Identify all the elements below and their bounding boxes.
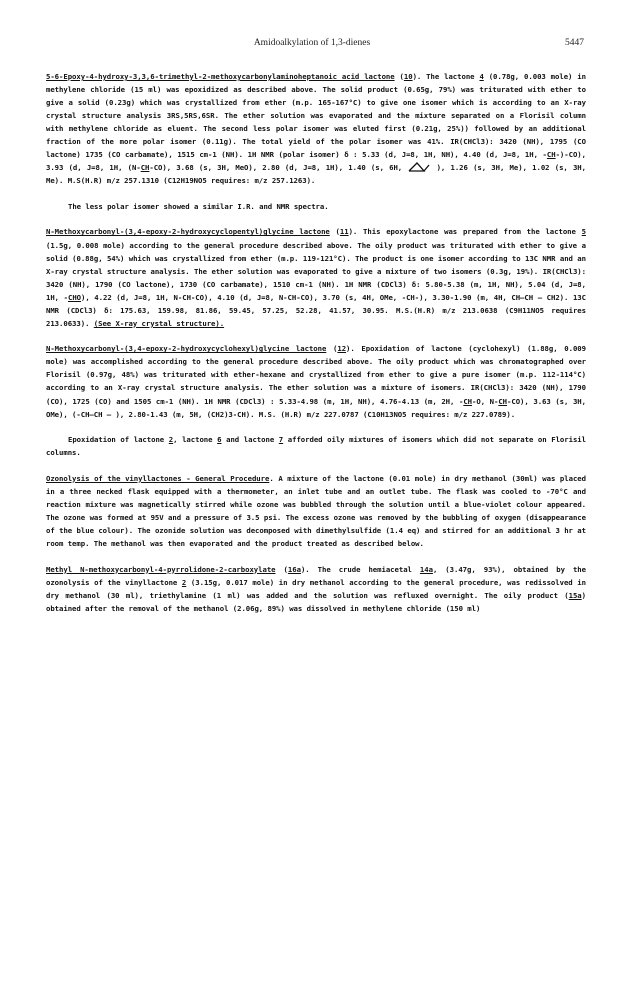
paragraph-less-polar-note: The less polar isomer showed a similar I.R. and NMR spectra.	[68, 201, 329, 211]
paragraph-compound-10: 5-6-Epoxy-4-hydroxy-3,3,6-trimethyl-2-methoxycarbonylaminoheptanoic acid lactone (10). The lactone 4 (0.78g, 0.003 mole) in methylene chloride (15 ml) was epoxidized as described above. The solid product (0.65g, 79%) was triturated with ether to give a solid (0.23g) which was crystallized from ether (m.p. 165-167°C) to give one isomer which is according to an X-ray crystal structure analysis 3RS,5RS,6SR. The ether solution was evaporated and the mixture separated on a Florisil column with methylene chloride as eluent. The second less polar isomer was eluted first (0.21g, 25%)) followed by an additional fraction of the more polar isomer (0.11g). The total yield of the polar isomer was 41%. IR(CHCl3): 3420 (NH), 1795 (CO lactone) 1735 (CO carbamate), 1515 cm-1 (NH). 1H NMR (polar isomer) δ : 5.33 (d, J=8, 1H, NH), 4.40 (d, J=8, 1H, -CH-)-CO), 3.93 (d, J=8, 1H, (N-CH-CO), 3.68 (s, 3H, MeO), 2.80 (d, J=8, 1H), 1.40 (s, 6H, ), 1.26 (s, 3H, Me), 1.02 (s, 3H, Me). M.S(H.R) m/z 257.1310 (C12H19NO5 requires: m/z 257.1263).	[46, 72, 586, 186]
compound-16a-number: 16a	[287, 564, 301, 574]
article-body	[46, 70, 586, 627]
paragraph-compound-16a: Methyl N-methoxycarbonyl-4-pyrrolidone-2-carboxylate (16a). The crude hemiacetal 14a, (3.47g, 93%), obtained by the ozonolysis of the vinyllactone 2 (3.15g, 0.017 mole) in dry methanol according to the general procedure, was redissolved in dry methanol (30 ml), triethylamine (1 ml) was added and the solution was refluxed overnight. The oily product (15a) obtained after the removal of the methanol (2.06g, 89%) was dissolved in methylene chloride (150 ml)	[46, 564, 586, 613]
compound-11-number: 11	[339, 227, 349, 237]
compound-10-heading: 5-6-Epoxy-4-hydroxy-3,3,6-trimethyl-2-methoxycarbonylaminoheptanoic acid lactone	[46, 72, 395, 81]
ozonolysis-heading: Ozonolysis of the vinyllactones - General Procedure	[46, 473, 270, 483]
paragraph-compound-12: N-Methoxycarbonyl-(3,4-epoxy-2-hydroxycyclohexyl)glycine lactone (12). Epoxidation of lactone (cyclohexyl) (1.88g, 0.009 mole) was accomplished according to the general procedure described above. The oily product which was chromatographed over Florisil (0.97g, 48%) was triturated with ether-hexane and crystallized from ether to give a pure isomer (m.p. 112-114°C) according to an X-ray crystal structure analysis. The ether solution was a mixture of isomers. IR(CHCl3): 3420 (NH), 1790 (CO), 1725 (CO) and 1505 cm-1 (NH). 1H NMR (CDCl3) : 5.33-4.98 (m, 1H, NH), 4.76-4.13 (m, 2H, -CH-O, N-CH-CO), 3.63 (s, 3H, OMe), (-CH—CH — ), 2.80-1.43 (m, 5H, (CH2)3-CH). M.S. (H.R) m/z 227.0787 (C10H13NO5 requires: m/z 227.0789).	[46, 344, 586, 419]
ref-lactone-5: 5	[581, 227, 586, 237]
paragraph-epoxidation-note: Epoxidation of lactone 2, lactone 6 and lactone 7 afforded oily mixtures of isomers which did not separate on Florisil columns.	[46, 435, 586, 458]
compound-16a-heading: Methyl N-methoxycarbonyl-4-pyrrolidone-2-carboxylate	[46, 564, 276, 574]
compound-12-number: 12	[337, 344, 347, 354]
running-header	[0, 38, 624, 52]
paragraph-ozonolysis: Ozonolysis of the vinyllactones - General Procedure. A mixture of the lactone (0.01 mole) in dry methanol (30ml) was placed in a three necked flask equipped with a thermometer, an inlet tube and an outlet tube. The flask was cooled to -70°C and reaction mixture was magnetically stirred while ozone was bubbled through the solution until a blue-violet colour appeared. The ozone was formed at 95V and a pressure of 3.5 psi. The excess ozone was removed by the bubbling of oxygen (disappearance of the blue colour). The ozonide solution was decomposed with dimethylsulfide (1.4 eq) and stirred for an additional 3 hr at room temp. The methanol was then evaporated and the product treated as described below.	[46, 473, 586, 548]
xray-reference: (See X-ray crystal structure).	[93, 318, 225, 328]
paragraph-compound-11: N-Methoxycarbonyl-(3,4-epoxy-2-hydroxycyclopentyl)glycine lactone (11). This epoxylactone was prepared from the lactone 5 (1.5g, 0.008 mole) according to the general procedure described above. The oily product was triturated with ether to give a solid (0.88g, 54%) which was crystallized from ether (m.p. 119-121°C). The product is one isomer according to 13C NMR and an X-ray crystal structure analysis. The ether solution was evaporated to give a mixture of two isomers (0.3g, 19%). IR(CHCl3): 3420 (NH), 1790 (CO lactone), 1730 (CO carbamate), 1510 cm-1 (NH). 1H NMR (CDCl3) δ: 5.80-5.38 (m, 1H, NH), 5.04 (d, J=8, 1H, -CHO), 4.22 (d, J=8, 1H, N-CH-CO), 4.10 (d, J=8, N-CH-CO), 3.70 (s, 4H, OMe, -CH-), 3.30-1.90 (m, 4H, CH—CH — CH2). 13C NMR (CDCl3) δ: 175.63, 159.98, 81.86, 59.45, 57.25, 52.28, 41.57, 30.95. M.S.(H.R) m/z 213.0638 (C9H11NO5 requires 213.0633). (See X-ray crystal structure).	[46, 227, 586, 328]
compound-11-heading: N-Methoxycarbonyl-(3,4-epoxy-2-hydroxycyclopentyl)glycine lactone	[46, 227, 330, 237]
compound-10-number: 10	[403, 72, 413, 81]
ref-lactone-4: 4	[479, 72, 484, 81]
dimethylcyclopropane-structure-icon	[407, 161, 431, 173]
page-number: 5447	[565, 38, 584, 48]
compound-12-heading: N-Methoxycarbonyl-(3,4-epoxy-2-hydroxycyclohexyl)glycine lactone	[46, 344, 327, 354]
running-title: Amidoalkylation of 1,3-dienes	[253, 38, 371, 48]
